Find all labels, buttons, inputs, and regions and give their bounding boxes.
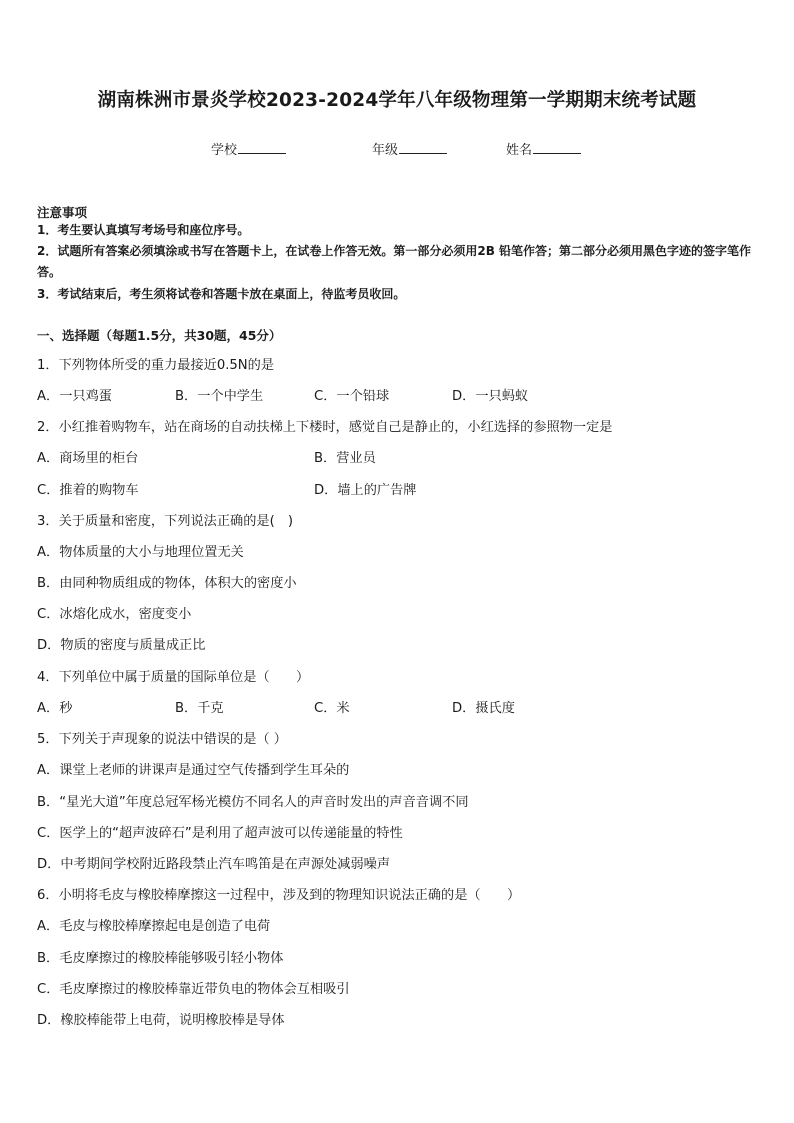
option-a: A．商场里的柜台 [37, 451, 139, 466]
option-d: D．橡胶棒能带上电荷，说明橡胶棒是导体 [37, 1013, 285, 1028]
school-field [211, 139, 286, 158]
option-d: D．一只蚂蚁 [452, 389, 529, 404]
option-d: D．物质的密度与质量成正比 [37, 638, 206, 653]
name-label: 姓名 [506, 143, 533, 158]
option-b: B．毛皮摩擦过的橡胶棒能够吸引轻小物体 [37, 951, 284, 966]
option-d: D．摄氏度 [452, 701, 515, 716]
option-c: C．毛皮摩擦过的橡胶棒靠近带负电的物体会互相吸引 [37, 982, 350, 997]
name-blank[interactable] [533, 139, 581, 154]
question-stem: 6．小明将毛皮与橡胶棒摩擦这一过程中，涉及到的物理知识说法正确的是（ ） [37, 888, 521, 903]
name-field [506, 139, 581, 158]
option-a: A．课堂上老师的讲课声是通过空气传播到学生耳朵的 [37, 763, 350, 778]
option-c: C．米 [314, 701, 350, 716]
option-c: C．推着的购物车 [37, 483, 139, 498]
school-label: 学校 [211, 143, 238, 158]
option-b: B．千克 [175, 701, 224, 716]
grade-field [372, 139, 447, 158]
notes-heading: 注意事项 [37, 205, 88, 220]
option-a: A．秒 [37, 701, 73, 716]
option-d: D．中考期间学校附近路段禁止汽车鸣笛是在声源处减弱噪声 [37, 857, 391, 872]
note-item: 1．考生要认真填写考场号和座位序号。 [37, 223, 250, 237]
grade-blank[interactable] [399, 139, 447, 154]
option-b: B．由同种物质组成的物体，体积大的密度小 [37, 576, 297, 591]
school-blank[interactable] [238, 139, 286, 154]
option-a: A．一只鸡蛋 [37, 389, 112, 404]
question-stem: 1．下列物体所受的重力最接近0.5N的是 [37, 358, 275, 373]
option-a: A．毛皮与橡胶棒摩擦起电是创造了电荷 [37, 919, 271, 934]
option-c: C．医学上的“超声波碎石”是利用了超声波可以传递能量的特性 [37, 826, 403, 841]
option-a: A．物体质量的大小与地理位置无关 [37, 545, 244, 560]
option-d: D．墙上的广告牌 [314, 483, 417, 498]
option-c: C．冰熔化成水，密度变小 [37, 607, 192, 622]
option-c: C．一个铅球 [314, 389, 390, 404]
option-b: B．“星光大道”年度总冠军杨光模仿不同名人的声音时发出的声音音调不同 [37, 795, 469, 810]
option-b: B．营业员 [314, 451, 376, 466]
question-stem: 4．下列单位中属于质量的国际单位是（ ） [37, 670, 310, 685]
question-stem: 5．下列关于声现象的说法中错误的是（ ） [37, 732, 287, 747]
option-b: B．一个中学生 [175, 389, 264, 404]
note-item: 3．考试结束后，考生须将试卷和答题卡放在桌面上，待监考员收回。 [37, 287, 406, 301]
question-stem: 3．关于质量和密度，下列说法正确的是( ) [37, 514, 294, 529]
question-stem: 2．小红推着购物车，站在商场的自动扶梯上下楼时，感觉自己是静止的，小红选择的参照物一定是 [37, 420, 613, 435]
note-item: 2．试题所有答案必须填涂或书写在答题卡上，在试卷上作答无效。第一部分必须用2B 铅笔作答；第二部分必须用黑色字迹的签字笔作答。 [37, 244, 752, 279]
section-heading: 一、选择题（每题1.5分，共30题，45分） [37, 328, 282, 343]
grade-label: 年级 [372, 143, 399, 158]
exam-title: 湖南株洲市景炎学校2023-2024学年八年级物理第一学期期末统考试题 [97, 90, 697, 111]
